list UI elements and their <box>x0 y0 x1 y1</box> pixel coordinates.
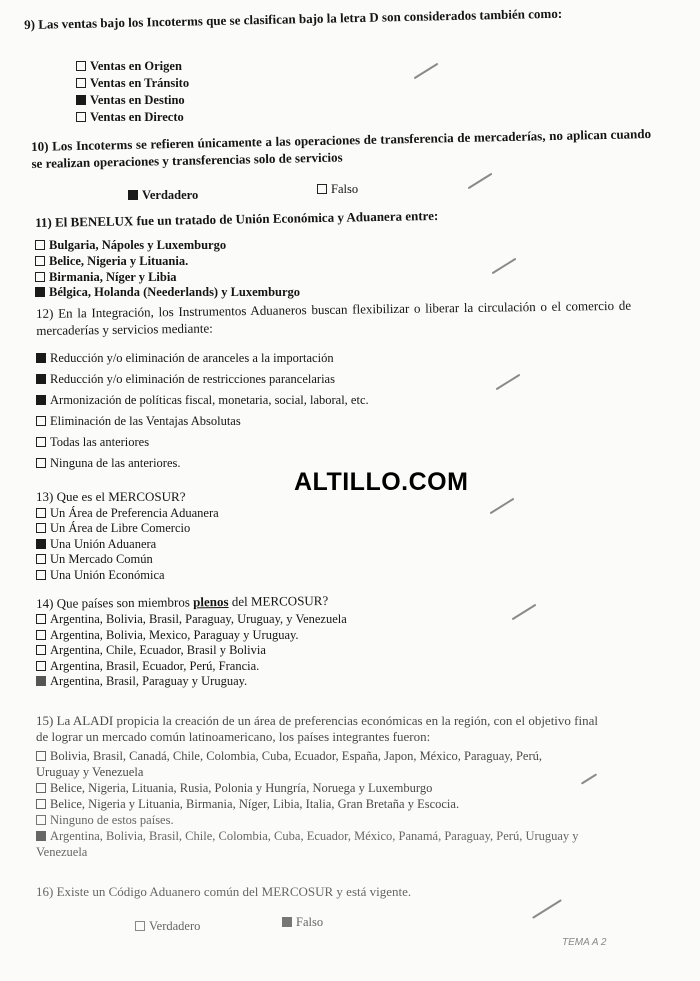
question-9-title: 9) Las ventas bajo los Incoterms que se clasifican bajo la letra D son considerados también como: <box>24 5 563 32</box>
checkbox-empty[interactable] <box>36 661 46 671</box>
checkbox-checked[interactable] <box>128 190 138 200</box>
checkbox-empty[interactable] <box>135 921 145 931</box>
q12-option-3[interactable]: Armonización de políticas fiscal, monetaria, social, laboral, etc. <box>36 392 369 408</box>
check-mark-icon <box>496 374 521 391</box>
checkbox-checked[interactable] <box>282 917 292 927</box>
checkbox-empty[interactable] <box>36 799 46 809</box>
question-12 <box>36 297 631 339</box>
q9-option-3[interactable]: Ventas en Destino <box>76 92 185 108</box>
checkbox-empty[interactable] <box>36 416 46 426</box>
checkbox-empty[interactable] <box>36 815 46 825</box>
checkbox-empty[interactable] <box>35 272 45 282</box>
checkbox-empty[interactable] <box>76 112 86 122</box>
question-14-title: 14) Que países son miembros plenos del MERCOSUR? <box>36 592 329 611</box>
check-mark-icon <box>512 604 537 621</box>
q16-option-2[interactable]: Falso <box>282 914 323 930</box>
question-14 <box>36 593 328 612</box>
q12-option-5[interactable]: Todas las anteriores <box>36 434 149 450</box>
watermark-text: ALTILLO.COM <box>294 468 469 496</box>
checkbox-empty[interactable] <box>36 783 46 793</box>
question-12-title: 12) En la Integración, los Instrumentos Aduaneros buscan flexibilizar o liberar la circulación o el comercio de mercaderías y servicios mediante: <box>36 297 632 338</box>
checkbox-empty[interactable] <box>36 554 46 564</box>
checkbox-empty[interactable] <box>317 184 327 194</box>
question-11 <box>35 208 438 231</box>
checkbox-empty[interactable] <box>76 61 86 71</box>
checkbox-empty[interactable] <box>35 240 45 250</box>
question-13-title: 13) Que es el MERCOSUR? <box>36 489 186 504</box>
q11-option-1[interactable]: Bulgaria, Nápoles y Luxemburgo <box>35 237 226 253</box>
q9-option-2[interactable]: Ventas en Tránsito <box>76 75 189 91</box>
checkbox-checked[interactable] <box>36 353 46 363</box>
q11-option-4[interactable]: Bélgica, Holanda (Neederlands) y Luxemburgo <box>35 284 300 300</box>
question-15-title-line2: de lograr un mercado común latinoamericano, los países integrantes fueron: <box>36 729 431 744</box>
q13-option-5[interactable]: Una Unión Económica <box>36 567 165 583</box>
question-10-title: 10) Los Incoterms se refieren únicamente a las operaciones de transferencia de mercaderías, no aplican cuando se realizan operaciones y transferencias solo de servicios <box>31 126 652 171</box>
q15-option-5[interactable]: Argentina, Bolivia, Brasil, Chile, Colombia, Cuba, Ecuador, México, Panamá, Paraguay, Perú, Uruguay y Venezuela <box>36 829 579 859</box>
checkbox-empty[interactable] <box>36 614 46 624</box>
q12-option-2[interactable]: Reducción y/o eliminación de restricciones parancelarias <box>36 371 335 387</box>
q12-option-4[interactable]: Eliminación de las Ventajas Absolutas <box>36 413 241 429</box>
q14-option-3[interactable]: Argentina, Chile, Ecuador, Brasil y Bolivia <box>36 642 266 658</box>
checkbox-checked[interactable] <box>76 95 86 105</box>
check-mark-icon <box>414 63 439 80</box>
check-mark-icon <box>532 899 562 919</box>
checkbox-checked[interactable] <box>36 676 46 686</box>
check-mark-icon <box>468 173 493 190</box>
question-15 <box>36 713 636 745</box>
checkbox-empty[interactable] <box>36 645 46 655</box>
q15-option-4[interactable]: Ninguno de estos países. <box>36 812 174 828</box>
check-mark-icon <box>492 258 517 275</box>
q15-option-1[interactable]: Bolivia, Brasil, Canadá, Chile, Colombia, Cuba, Ecuador, España, Japon, México, Paraguay, Perú, Uruguay y Venezuela <box>36 749 542 779</box>
checkbox-empty[interactable] <box>35 256 45 266</box>
checkbox-checked[interactable] <box>36 374 46 384</box>
q15-option-3[interactable]: Belice, Nigeria y Lituania, Birmania, Níger, Libia, Italia, Gran Bretaña y Escocia. <box>36 796 459 812</box>
question-16 <box>36 884 411 900</box>
checkbox-empty[interactable] <box>36 751 46 761</box>
q9-option-1[interactable]: Ventas en Origen <box>76 58 182 74</box>
footer-text: TEMA A 2 <box>562 937 607 948</box>
checkbox-empty[interactable] <box>36 458 46 468</box>
question-10 <box>31 125 652 172</box>
checkbox-empty[interactable] <box>36 508 46 518</box>
q13-option-1[interactable]: Un Área de Preferencia Aduanera <box>36 505 219 521</box>
q9-option-4[interactable]: Ventas en Directo <box>76 109 184 125</box>
question-16-title: 16) Existe un Código Aduanero común del MERCOSUR y está vigente. <box>36 884 412 899</box>
q11-option-2[interactable]: Belice, Nigeria y Lituania. <box>35 253 188 269</box>
q11-option-3[interactable]: Birmania, Níger y Libia <box>35 269 177 285</box>
checkbox-checked[interactable] <box>36 539 46 549</box>
q12-option-6[interactable]: Ninguna de las anteriores. <box>36 455 181 471</box>
question-15-title-line1: 15) La ALADI propicia la creación de un área de preferencias económicas en la región, con el objetivo final <box>36 713 598 728</box>
question-13 <box>36 489 186 505</box>
check-mark-icon <box>490 498 515 515</box>
checkbox-empty[interactable] <box>36 630 46 640</box>
q14-option-2[interactable]: Argentina, Bolivia, Mexico, Paraguay y Uruguay. <box>36 627 299 643</box>
checkbox-checked[interactable] <box>36 395 46 405</box>
q15-option-2[interactable]: Belice, Nigeria, Lituania, Rusia, Polonia y Hungría, Noruega y Luxemburgo <box>36 780 432 796</box>
checkbox-checked[interactable] <box>36 831 46 841</box>
checkbox-empty[interactable] <box>36 437 46 447</box>
q10-option-2[interactable]: Falso <box>317 181 358 197</box>
checkbox-empty[interactable] <box>76 78 86 88</box>
q14-option-1[interactable]: Argentina, Bolivia, Brasil, Paraguay, Uruguay, y Venezuela <box>36 611 347 627</box>
q10-option-1[interactable]: Verdadero <box>128 187 198 203</box>
check-mark-icon <box>581 773 597 784</box>
question-9 <box>24 6 562 33</box>
checkbox-empty[interactable] <box>36 523 46 533</box>
q12-option-1[interactable]: Reducción y/o eliminación de aranceles a la importación <box>36 350 334 366</box>
checkbox-checked[interactable] <box>35 287 45 297</box>
q13-option-4[interactable]: Un Mercado Común <box>36 551 153 567</box>
checkbox-empty[interactable] <box>36 570 46 580</box>
q14-option-4[interactable]: Argentina, Brasil, Ecuador, Perú, Francia. <box>36 658 259 674</box>
q13-option-2[interactable]: Un Área de Libre Comercio <box>36 520 190 536</box>
q13-option-3[interactable]: Una Unión Aduanera <box>36 536 156 552</box>
q16-option-1[interactable]: Verdadero <box>135 918 200 934</box>
question-11-title: 11) El BENELUX fue un tratado de Unión Económica y Aduanera entre: <box>35 207 439 230</box>
q14-option-5[interactable]: Argentina, Brasil, Paraguay y Uruguay. <box>36 673 247 689</box>
